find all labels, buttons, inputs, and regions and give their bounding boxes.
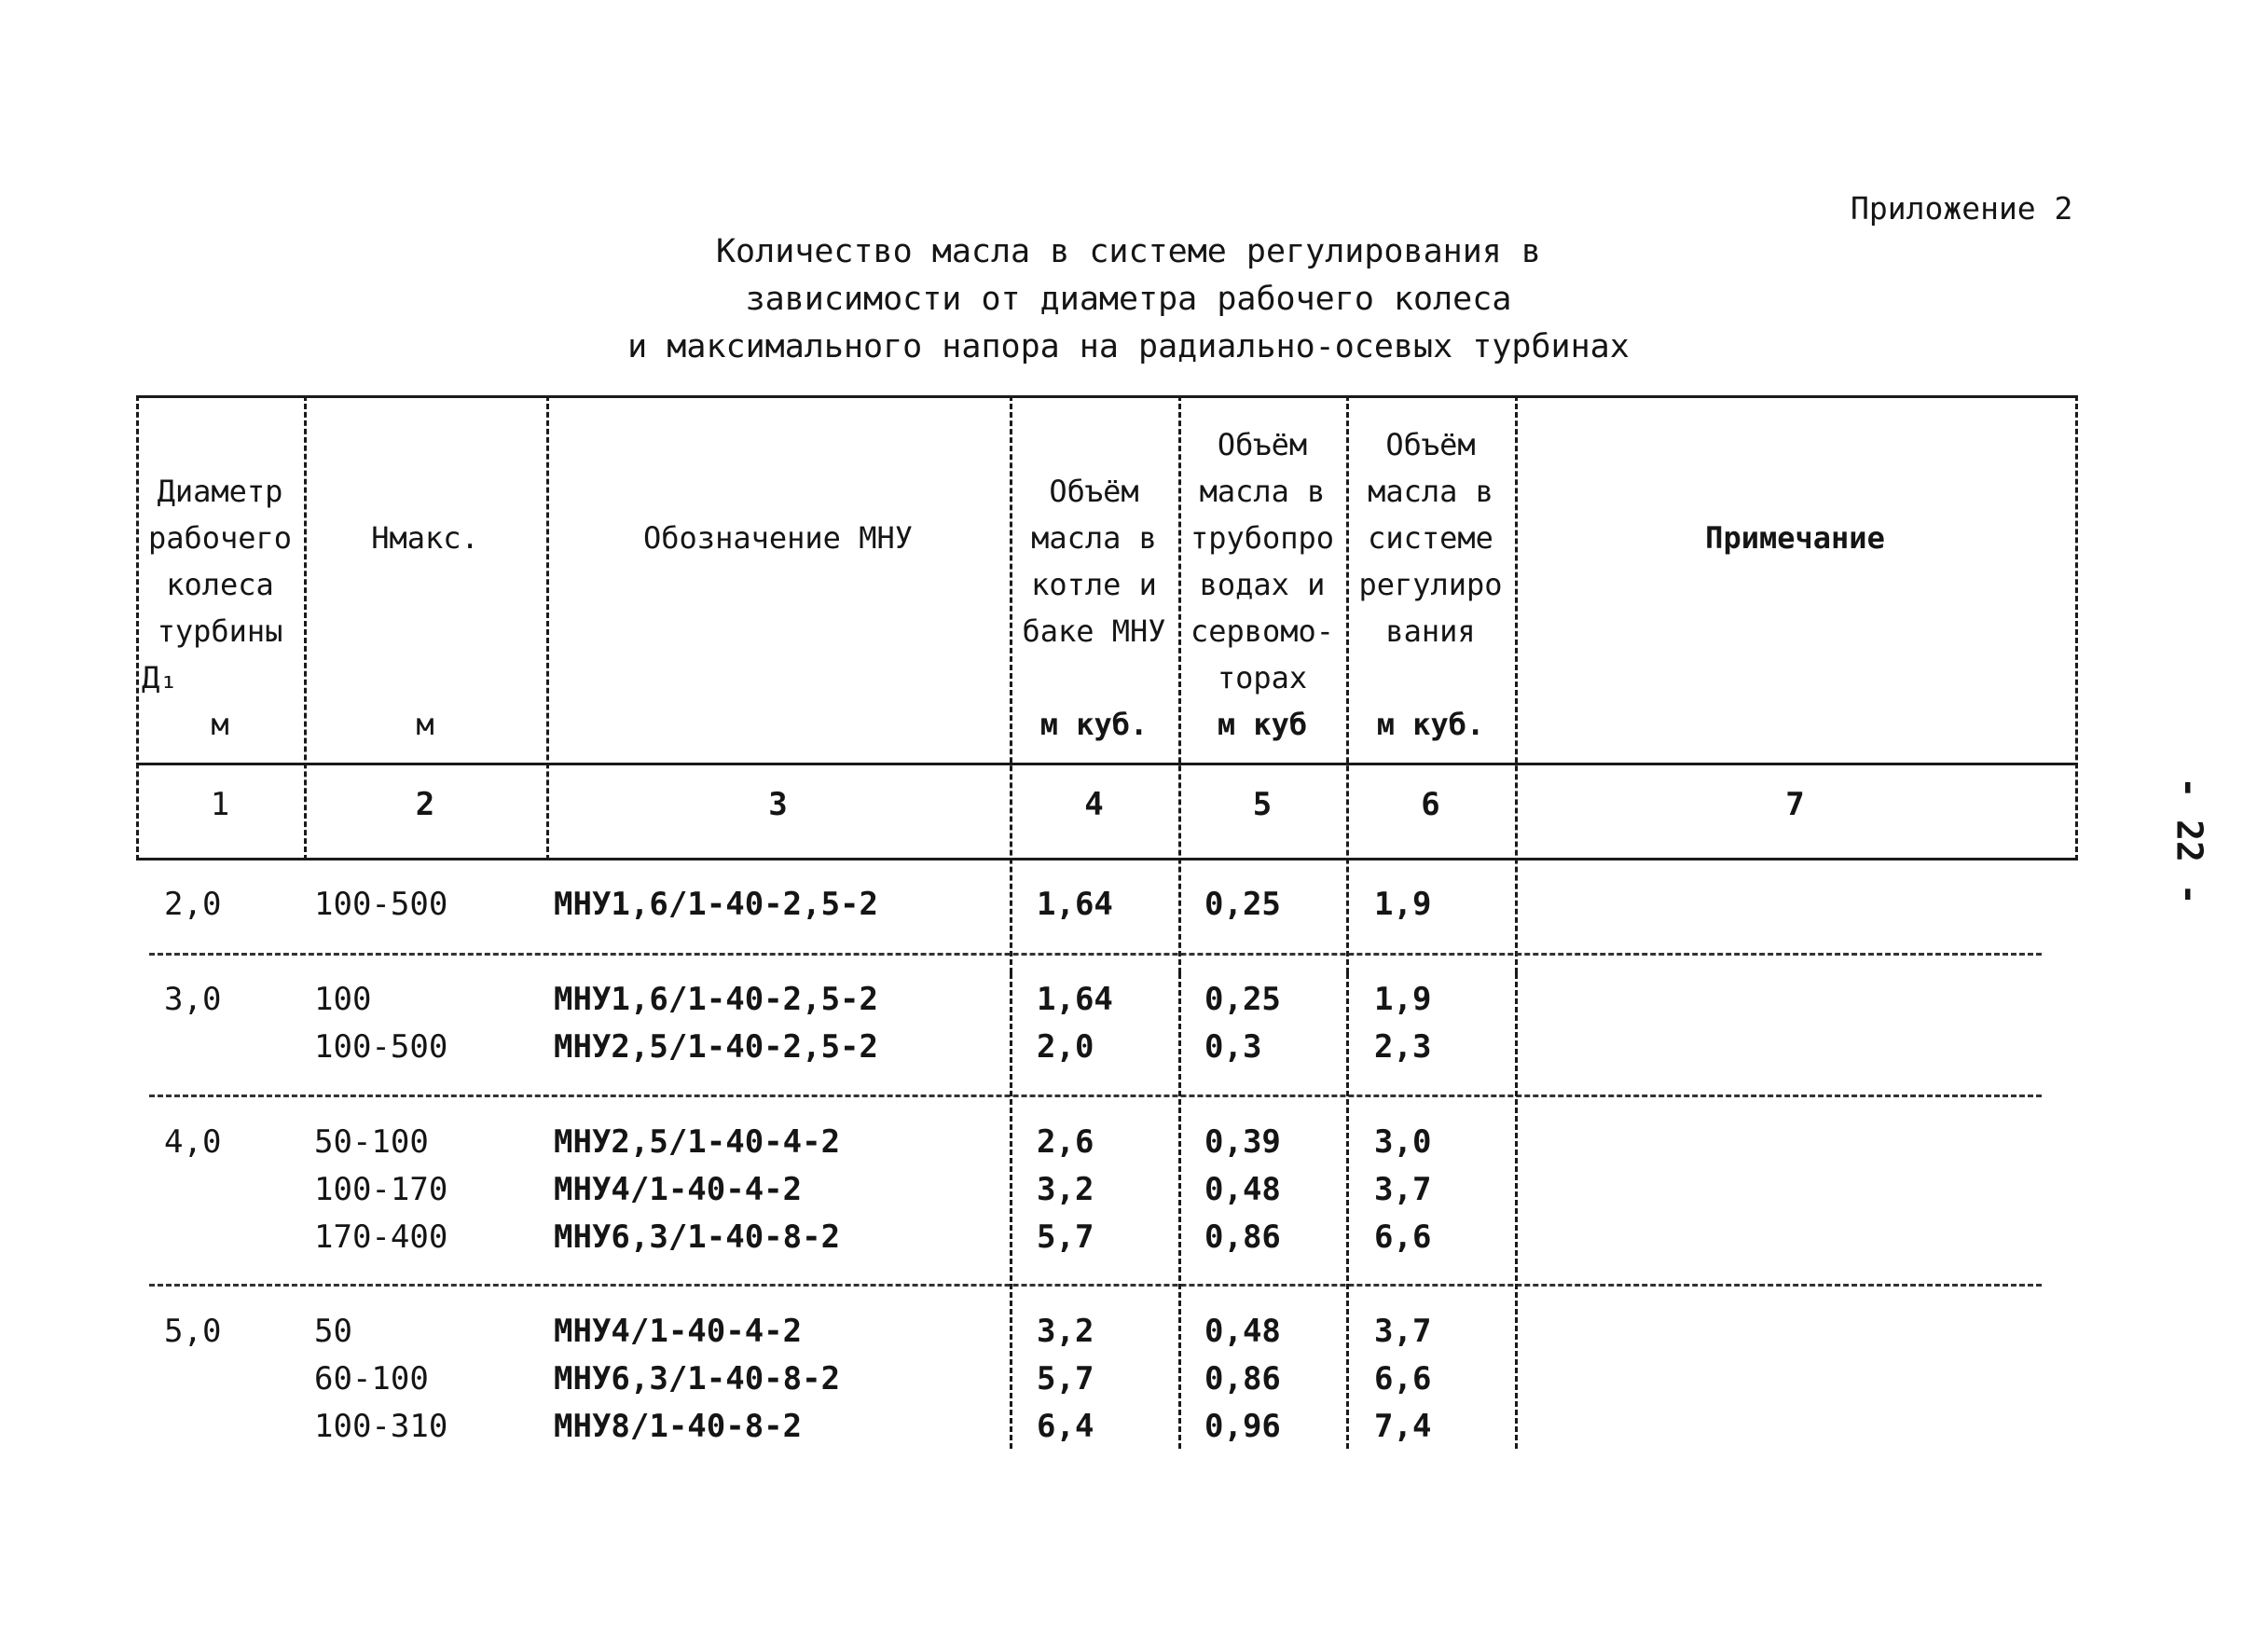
volume-system-value: 6,6: [1374, 1218, 1432, 1256]
volume-system-value: 3,0: [1374, 1123, 1432, 1161]
document-title: [0, 228, 2257, 371]
hmax-value: 50-100: [314, 1123, 429, 1161]
hmax-value: 100-500: [314, 1028, 448, 1066]
header-separator: [136, 763, 2078, 765]
group-divider: [149, 953, 2042, 956]
volume-pipes-value: 0,39: [1204, 1123, 1281, 1161]
volume-system-value: 1,9: [1374, 886, 1432, 923]
volume-pipes-value: 0,25: [1204, 981, 1281, 1018]
header-volume-pipes: Объём масла в трубопро водах и сервомо- торах м куб: [1190, 427, 1335, 742]
diameter-value: 3,0: [164, 981, 222, 1018]
group-divider: [149, 1094, 2042, 1097]
volume-tank-value: 2,0: [1037, 1028, 1094, 1066]
mnu-value: МНУ4/1-40-4-2: [554, 1313, 803, 1350]
hmax-value: 100: [314, 981, 372, 1018]
mnu-value: МНУ4/1-40-4-2: [554, 1171, 803, 1208]
volume-pipes-value: 0,48: [1204, 1171, 1281, 1208]
title-line: зависимости от диаметра рабочего колеса: [745, 281, 1512, 318]
hmax-value: 100-170: [314, 1171, 448, 1208]
volume-tank-value: 5,7: [1037, 1218, 1094, 1256]
mnu-value: МНУ2,5/1-40-2,5-2: [554, 1028, 878, 1066]
volume-system-value: 3,7: [1374, 1171, 1432, 1208]
volume-pipes-value: 0,48: [1204, 1313, 1281, 1350]
volume-system-value: 2,3: [1374, 1028, 1432, 1066]
volume-pipes-value: 0,86: [1204, 1360, 1281, 1397]
mnu-value: МНУ6,3/1-40-8-2: [554, 1218, 841, 1256]
hmax-value: 60-100: [314, 1360, 429, 1397]
column-number: 3: [768, 786, 788, 823]
volume-system-value: 7,4: [1374, 1408, 1432, 1445]
volume-tank-value: 3,2: [1037, 1171, 1094, 1208]
appendix-label: Приложение 2: [1851, 190, 2073, 227]
col-divider: [1010, 973, 1012, 1449]
volume-pipes-value: 0,25: [1204, 886, 1281, 923]
volume-system-value: 1,9: [1374, 981, 1432, 1018]
header-diameter: Диаметр рабочего колеса турбины Д₁ м: [142, 474, 293, 742]
group-divider: [149, 1284, 2042, 1287]
volume-tank-value: 1,64: [1037, 981, 1113, 1018]
volume-system-value: 6,6: [1374, 1360, 1432, 1397]
mnu-value: МНУ1,6/1-40-2,5-2: [554, 886, 878, 923]
col-divider: [1346, 973, 1349, 1449]
diameter-value: 2,0: [164, 886, 222, 923]
volume-tank-value: 1,64: [1037, 886, 1113, 923]
volume-tank-value: 6,4: [1037, 1408, 1094, 1445]
col-divider: [2075, 395, 2078, 860]
volume-pipes-value: 0,86: [1204, 1218, 1281, 1256]
header-volume-system: Объём масла в системе регулиро вания м куб.: [1358, 427, 1503, 742]
col-divider: [1515, 395, 1518, 973]
hmax-value: 170-400: [314, 1218, 448, 1256]
volume-tank-value: 5,7: [1037, 1360, 1094, 1397]
column-number: 5: [1252, 786, 1273, 823]
header-hmax: Нмакс. м: [371, 520, 479, 742]
header-volume-tank: Объём масла в котле и баке МНУ м куб.: [1022, 474, 1166, 742]
column-number: 2: [415, 786, 435, 823]
col-divider: [1178, 973, 1181, 1449]
column-numbers-bottom-border: [136, 858, 2078, 860]
mnu-value: МНУ6,3/1-40-8-2: [554, 1360, 841, 1397]
column-number: 7: [1785, 786, 1805, 823]
volume-pipes-value: 0,3: [1204, 1028, 1262, 1066]
col-divider: [1515, 973, 1518, 1449]
diameter-value: 5,0: [164, 1313, 222, 1350]
volume-pipes-value: 0,96: [1204, 1408, 1281, 1445]
column-number: 4: [1084, 786, 1104, 823]
volume-tank-value: 3,2: [1037, 1313, 1094, 1350]
page-number: - 22 -: [2168, 777, 2210, 905]
volume-tank-value: 2,6: [1037, 1123, 1094, 1161]
mnu-value: МНУ2,5/1-40-4-2: [554, 1123, 841, 1161]
hmax-value: 100-310: [314, 1408, 448, 1445]
title-line: Количество масла в системе регулирования в: [715, 233, 1541, 270]
mnu-value: МНУ8/1-40-8-2: [554, 1408, 803, 1445]
diameter-value: 4,0: [164, 1123, 222, 1161]
hmax-value: 100-500: [314, 886, 448, 923]
hmax-value: 50: [314, 1313, 352, 1350]
header-note: Примечание: [1705, 520, 1885, 556]
column-number: 6: [1421, 786, 1440, 823]
column-number: 1: [210, 786, 230, 823]
table-top-border: [136, 395, 2078, 398]
header-mnu: Обозначение МНУ: [643, 520, 913, 556]
mnu-value: МНУ1,6/1-40-2,5-2: [554, 981, 878, 1018]
volume-system-value: 3,7: [1374, 1313, 1432, 1350]
title-line: и максимального напора на радиально-осевых турбинах: [627, 328, 1630, 365]
